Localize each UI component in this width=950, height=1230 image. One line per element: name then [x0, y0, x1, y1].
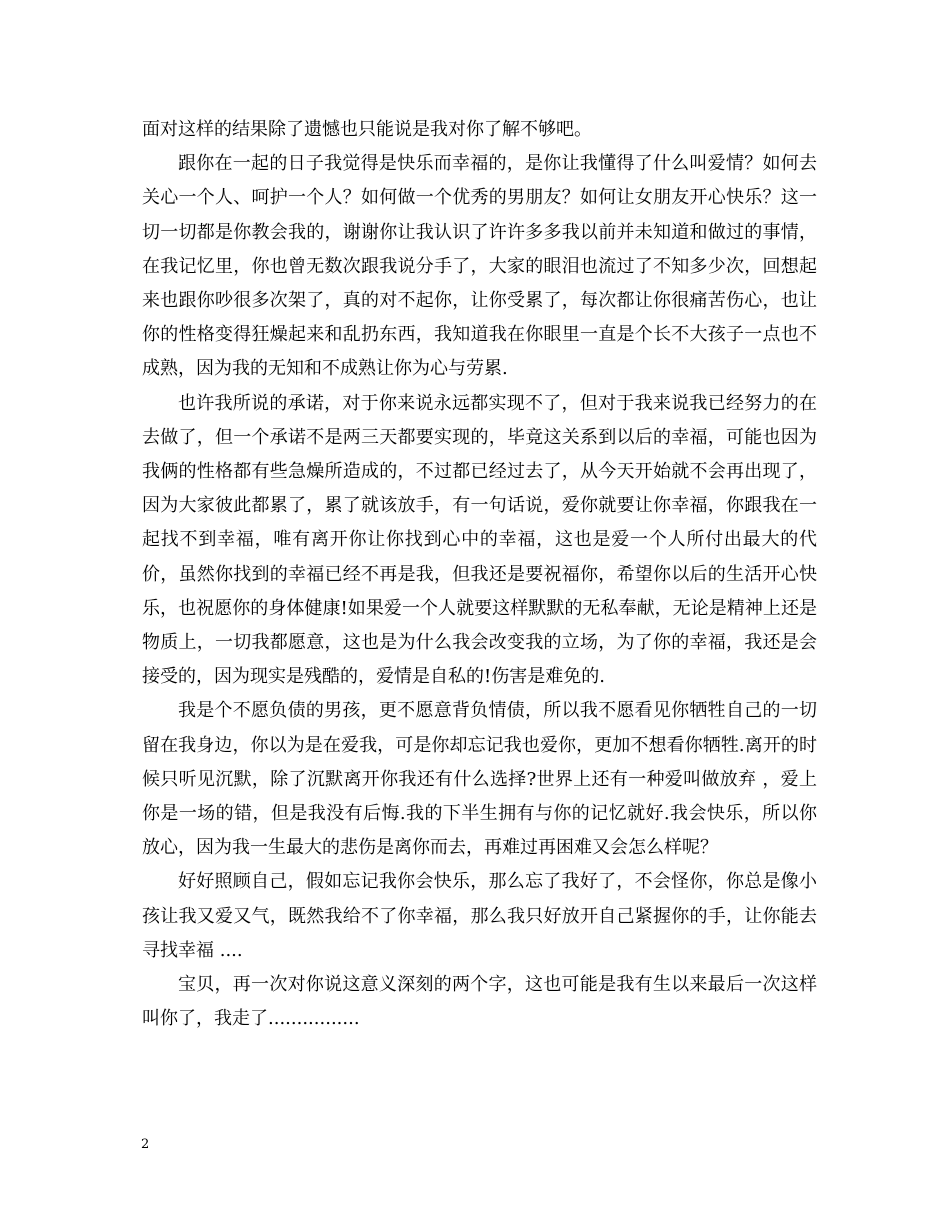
- paragraph-4: 我是个不愿负债的男孩，更不愿意背负情债，所以我不愿看见你牺牲自己的一切留在我身边，你以为是在爱我，可是你却忘记我也爱你，更加不想看你牺牲.离开的时候只听见沉默，除了沉默离开你我还有什么选择?世界上还有一种爱叫做放弃 ，爱上你是一场的错，但是我没有后悔.我的下半生拥有与你的记忆就好.我会快乐，所以你放心，因为我一生最大的悲伤是离你而去，再难过再困难又会怎么样呢？: [142, 700, 817, 859]
- paragraph-1: 面对这样的结果除了遗憾也只能说是我对你了解不够吧。: [142, 119, 592, 140]
- paragraph-2: 跟你在一起的日子我觉得是快乐而幸福的，是你让我懂得了什么叫爱情？如何去关心一个人、呵护一个人？如何做一个优秀的男朋友？如何让女朋友开心快乐？这一切一切都是你教会我的，谢谢你让我认识了许许多多我以前并未知道和做过的事情，在我记忆里，你也曾无数次跟我说分手了，大家的眼泪也流过了不知多少次，回想起来也跟你吵很多次架了，真的对不起你，让你受累了，每次都让你很痛苦伤心，也让你的性格变得狂燥起来和乱扔东西，我知道我在你眼里一直是个长不大孩子一点也不成熟，因为我的无知和不成熟让你为心与劳累.: [142, 153, 817, 380]
- page-number: 2: [141, 1137, 150, 1152]
- paragraph-3: 也许我所说的承诺，对于你来说永远都实现不了，但对于我来说我已经努力的在去做了，但一个承诺不是两三天都要实现的，毕竟这关系到以后的幸福，可能也因为我俩的性格都有些急燥所造成的，不过都已经过去了，从今天开始就不会再出现了，因为大家彼此都累了，累了就该放手，有一句话说，爱你就要让你幸福，你跟我在一起找不到幸福，唯有离开你让你找到心中的幸福，这也是爱一个人所付出最大的代价，虽然你找到的幸福已经不再是我，但我还是要祝福你，希望你以后的生活开心快乐，也祝愿你的身体健康!如果爱一个人就要这样默默的无私奉献，无论是精神上还是物质上，一切我都愿意，这也是为什么我会改变我的立场，为了你的幸福，我还是会接受的，因为现实是残酷的，爱情是自私的!伤害是难免的.: [142, 392, 817, 688]
- paragraph-6: 宝贝，再一次对你说这意义深刻的两个字，这也可能是我有生以来最后一次这样叫你了，我走了................: [142, 974, 817, 1030]
- paragraph-5: 好好照顾自己，假如忘记我你会快乐，那么忘了我好了，不会怪你，你总是像小孩让我又爱又气，既然我给不了你幸福，那么我只好放开自己紧握你的手，让你能去寻找幸福 ....: [142, 871, 817, 961]
- body-text: [142, 113, 817, 1036]
